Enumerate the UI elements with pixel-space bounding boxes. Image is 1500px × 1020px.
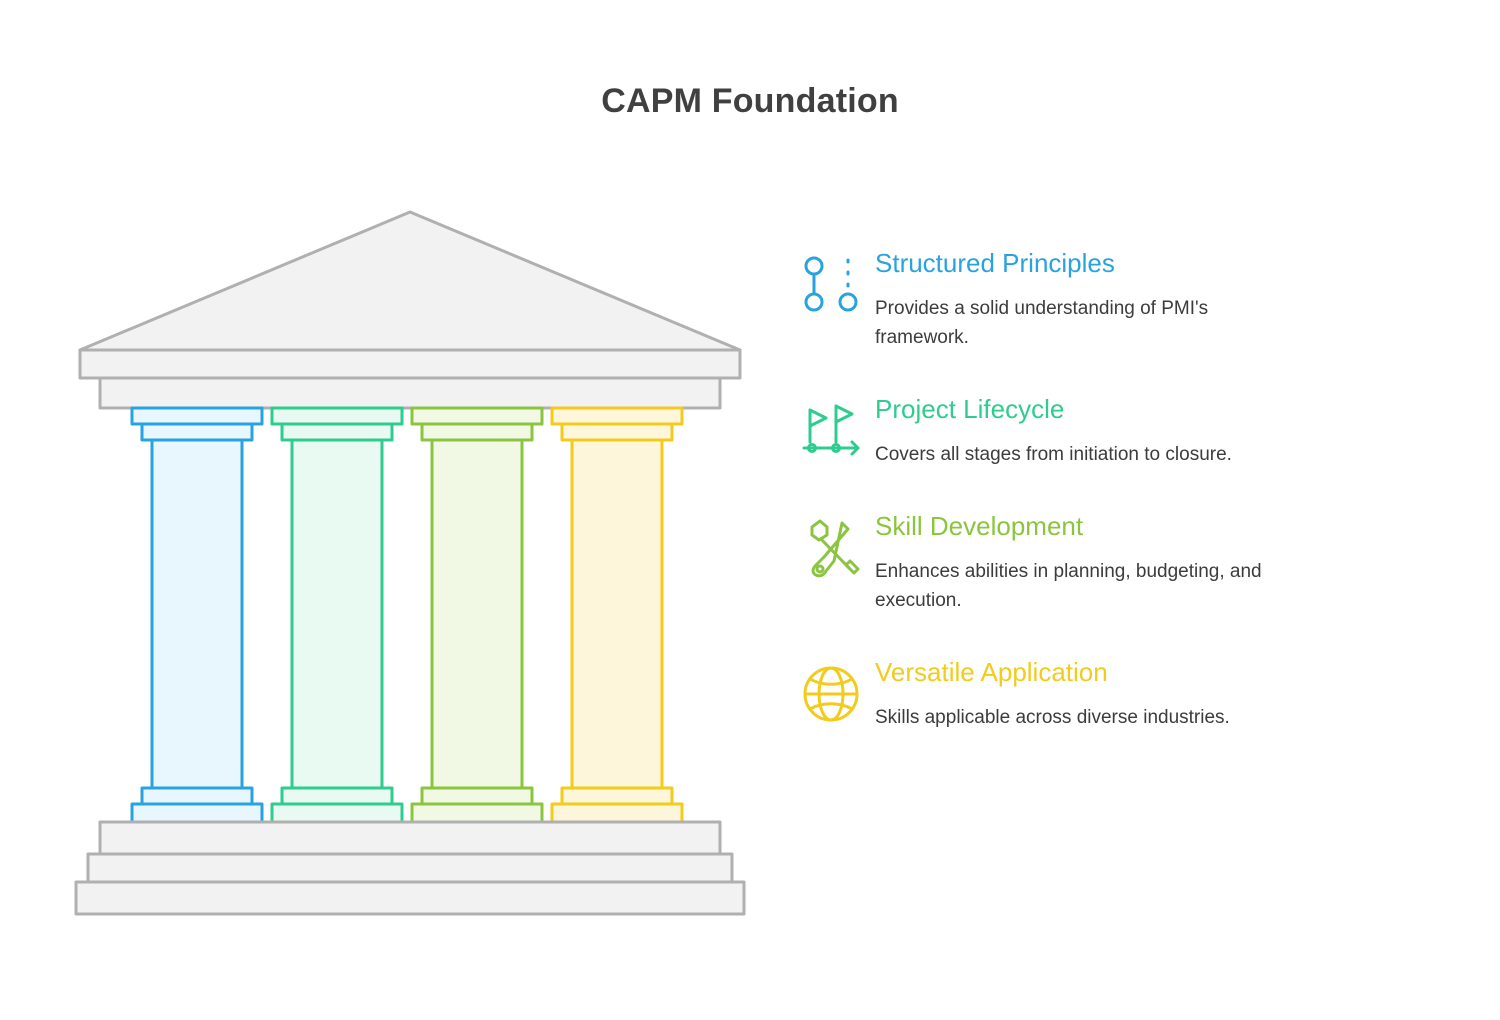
wrench-screwdriver-icon	[795, 511, 867, 583]
feature-item-structured-principles	[795, 248, 1435, 352]
temple-illustration	[60, 190, 760, 920]
feature-item-versatile-application	[795, 657, 1435, 732]
flag-milestones-icon	[795, 394, 867, 466]
globe-icon	[795, 657, 867, 729]
feature-description: Covers all stages from initiation to closure.	[875, 444, 1232, 465]
temple-step-middle	[88, 854, 732, 882]
page-title: CAPM Foundation	[601, 82, 899, 120]
pillar-olive	[412, 408, 542, 822]
pillar-yellow	[552, 408, 682, 822]
feature-item-skill-development	[795, 511, 1435, 615]
temple-roof	[80, 212, 740, 350]
temple-step-lower	[76, 882, 744, 914]
pillar-blue	[132, 408, 262, 822]
feature-description: Provides a solid understanding of PMI's framework.	[875, 298, 1209, 348]
feature-title: Skill Development	[875, 511, 1084, 541]
node-connection-icon	[795, 248, 867, 320]
feature-title: Project Lifecycle	[875, 394, 1065, 424]
feature-title: Versatile Application	[875, 657, 1108, 687]
feature-item-project-lifecycle	[795, 394, 1435, 469]
feature-description: Skills applicable across diverse industries.	[875, 707, 1230, 728]
temple-entablature-top	[80, 350, 740, 378]
feature-title: Structured Principles	[875, 248, 1115, 278]
feature-list	[795, 248, 1435, 732]
feature-description: Enhances abilities in planning, budgeting, and execution.	[875, 561, 1262, 611]
pillar-green	[272, 408, 402, 822]
temple-entablature-bottom	[100, 378, 720, 408]
temple-step-upper	[100, 822, 720, 854]
